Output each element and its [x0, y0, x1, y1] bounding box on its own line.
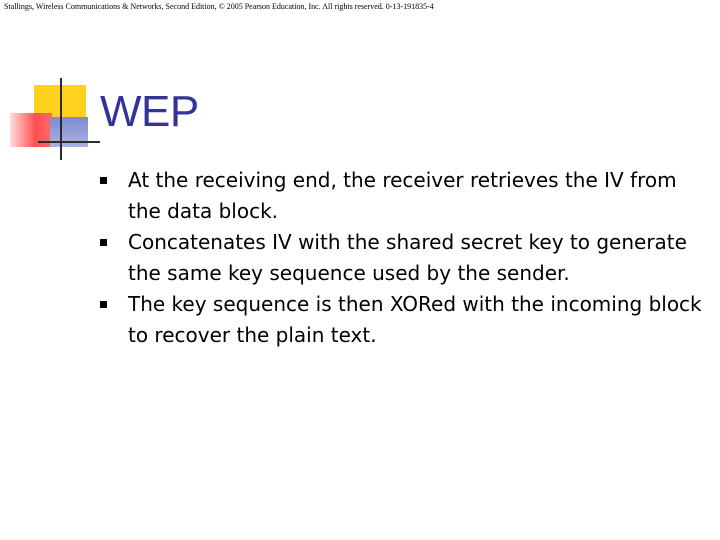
bullet-item	[96, 165, 706, 227]
square-bullet-icon	[100, 239, 107, 246]
decorative-horizontal-line	[38, 141, 100, 143]
square-bullet-icon	[100, 301, 107, 308]
copyright-header: Stallings, Wireless Communications & Networks, Second Edition, © 2005 Pearson Education, Inc. All rights reserved. 0-13-191835-4	[4, 2, 434, 11]
bullet-list	[96, 165, 706, 351]
bullet-text: The key sequence is then XORed with the incoming block to recover the plain text.	[128, 292, 702, 347]
bullet-text: At the receiving end, the receiver retrieves the IV from the data block.	[128, 168, 677, 223]
slide-title: WEP	[100, 87, 199, 136]
bullet-text: Concatenates IV with the shared secret key to generate the same key sequence used by the sender.	[128, 230, 687, 285]
bullet-item	[96, 289, 706, 351]
decorative-vertical-line	[60, 78, 62, 160]
bullet-item	[96, 227, 706, 289]
square-bullet-icon	[100, 177, 107, 184]
